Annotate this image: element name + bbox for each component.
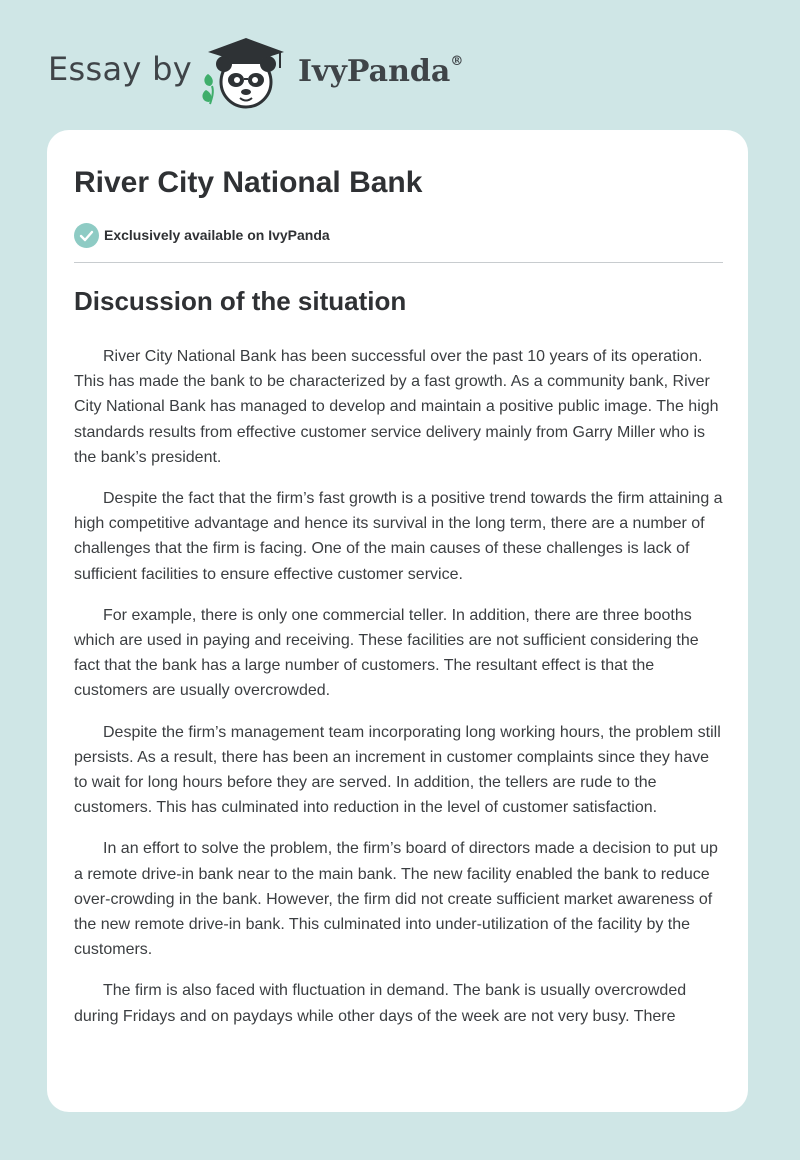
paragraph: Despite the fact that the firm’s fast growth is a positive trend towards the firm attaining a high competitive advantage and hence its survival in the long term, there are a number of challenges that the firm is facing. One of the main causes of these challenges is lack of sufficient facilities to ensure effective customer service.	[74, 490, 723, 583]
paragraph: River City National Bank has been successful over the past 10 years of its operation. This has made the bank to be characterized by a fast growth. As a community bank, River City National Bank has managed to develop and maintain a positive public image. The high standards results from effective customer service delivery mainly from Garry Miller who is the bank’s president.	[74, 348, 719, 466]
brand-name	[298, 54, 463, 89]
panda-graduate-icon	[200, 34, 290, 110]
essay-card	[47, 130, 748, 1112]
paragraph: In an effort to solve the problem, the firm’s board of directors made a decision to put up a remote drive-in bank near to the main bank. The new facility enabled the bank to reduce over-crowding in the bank. However, the firm did not create sufficient market awareness of the new remote drive-in bank. This culminated into under-utilization of the facility by the customers.	[74, 840, 718, 959]
registered-mark: ®	[450, 54, 464, 69]
paragraph: The firm is also faced with fluctuation in demand. The bank is usually overcrowded during Fridays and on paydays while other days of the week are not very busy. There	[74, 982, 687, 1025]
paragraph: Despite the firm’s management team incorporating long working hours, the problem still persists. As a result, there has been an increment in customer complaints since they have to wait for long hours before they are served. In addition, the tellers are rude to the customers. This has culminated into reduction in the level of customer satisfaction.	[74, 723, 721, 817]
brand-label: IvyPanda	[298, 54, 451, 89]
essay-by-label: Essay by	[48, 50, 192, 88]
section-title: Discussion of the situation	[74, 286, 407, 316]
exclusive-badge-text: Exclusively available on IvyPanda	[104, 227, 330, 243]
check-circle-icon	[74, 223, 99, 248]
essay-body	[74, 344, 724, 1045]
page-title: River City National Bank	[74, 166, 423, 199]
site-header	[48, 34, 468, 114]
divider	[74, 262, 723, 263]
paragraph: For example, there is only one commercial teller. In addition, there are three booths which are used in paying and receiving. These facilities are not sufficient considering the fact that the bank has a large number of customers. The resultant effect is that the customers are usually overcrowded.	[74, 606, 699, 700]
exclusive-badge	[74, 222, 330, 248]
